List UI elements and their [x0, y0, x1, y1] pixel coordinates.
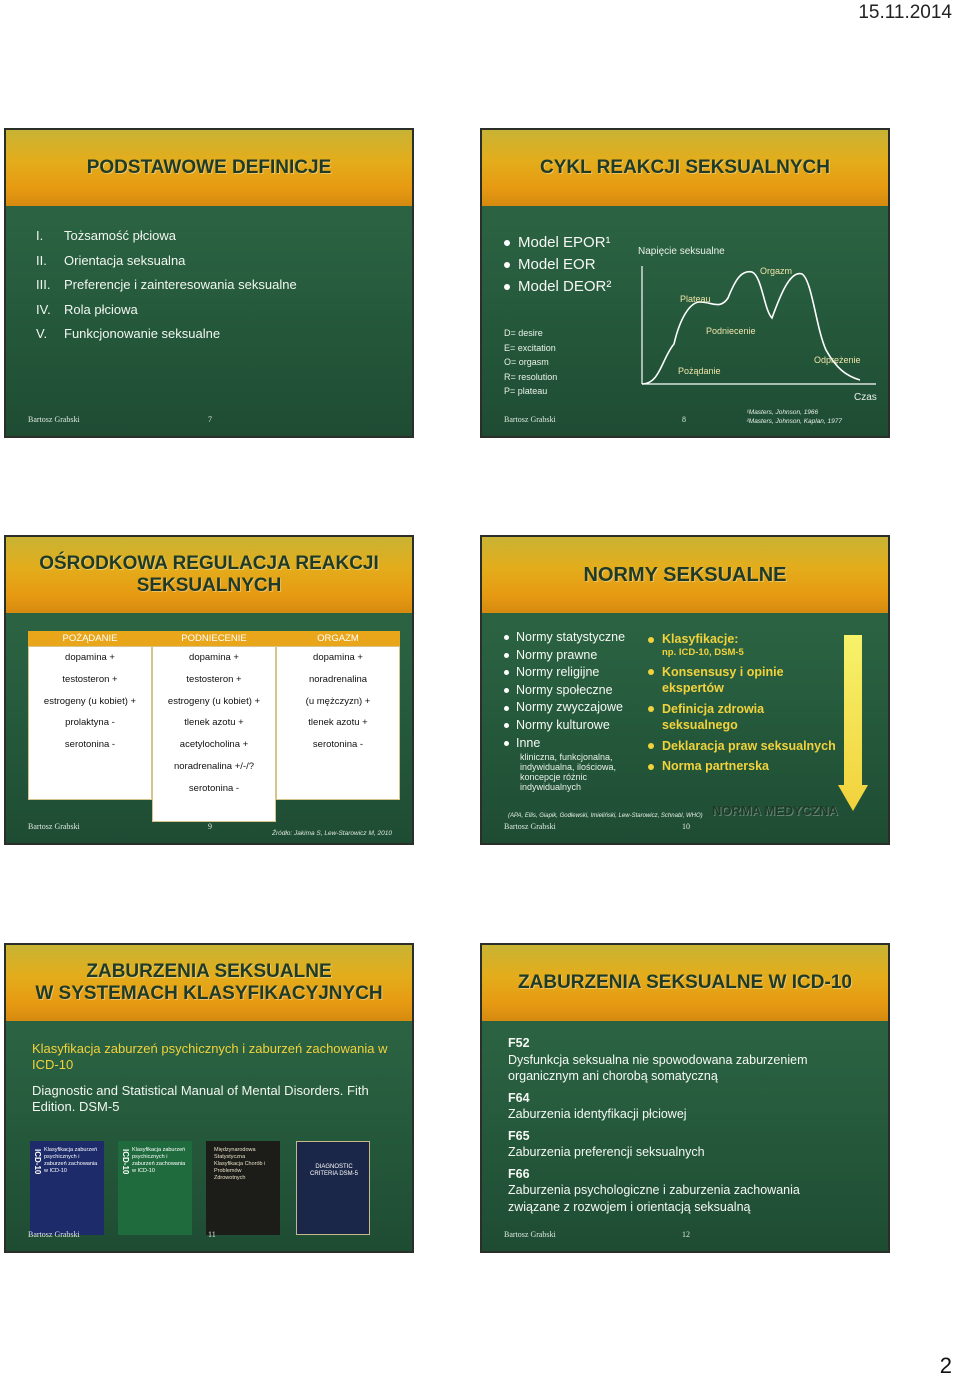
response-cycle-graph: [640, 258, 878, 388]
list-item: Model EOR: [504, 254, 611, 276]
graph-x-label: Czas: [854, 392, 877, 403]
reference: ¹Masters, Johnson, 1966: [746, 409, 819, 416]
slide-author: Bartosz Grabski: [28, 415, 80, 424]
icd-description: Zaburzenia preferencji seksualnych: [508, 1145, 705, 1159]
list-item: Normy statystyczne: [504, 629, 625, 647]
icd-description: Zaburzenia psychologiczne i zaburzenia zachowania związane z rozwojem i orientacją seksualną: [508, 1183, 800, 1214]
norm-list: [504, 629, 625, 792]
slide-number: 11: [208, 1230, 216, 1239]
slide-8: [480, 128, 890, 438]
table-header: POŻĄDANIE: [28, 631, 152, 646]
table-column: [28, 646, 152, 800]
slide-author: Bartosz Grabski: [504, 1230, 556, 1239]
slide-number: 8: [682, 415, 686, 424]
table-cell: estrogeny (u kobiet) +: [167, 695, 261, 707]
book-cover-icd10: [30, 1141, 104, 1235]
slide-title: PODSTAWOWE DEFINICJE: [6, 130, 412, 206]
slide-title: OŚRODKOWA REGULACJA REAKCJI SEKSUALNYCH: [6, 537, 412, 613]
table-cell: noradrenalina +/-/?: [173, 760, 254, 772]
slide-title: CYKL REAKCJI SEKSUALNYCH: [482, 130, 888, 206]
slide-number: 7: [208, 415, 212, 424]
phase-label-podniecenie: Podniecenie: [706, 326, 756, 336]
icd-code: F65: [508, 1128, 530, 1143]
list-item: Inne: [504, 735, 625, 753]
list-item: Normy zwyczajowe: [504, 699, 625, 717]
slide-10: [480, 535, 890, 845]
slide-author: Bartosz Grabski: [28, 822, 80, 831]
icd-description: Dysfunkcja seksualna nie spowodowana zaburzeniem organicznym ani chorobą somatyczną: [508, 1052, 808, 1083]
icd-description: Klasyfikacja zaburzeń psychicznych i zaburzeń zachowania w ICD-10: [32, 1041, 388, 1072]
book-spine: ICD-10: [121, 1149, 130, 1175]
norma-medyczna-label: NORMA MEDYCZNA: [712, 803, 838, 818]
slide-7: [4, 128, 414, 438]
book-title: Klasyfikacja zaburzeń psychicznych i zaburzeń zachowania w ICD-10: [44, 1147, 98, 1174]
abbreviation: O= orgasm: [504, 357, 549, 367]
icd-code-list: [508, 1035, 838, 1215]
abbreviation: D= desire: [504, 328, 543, 338]
abbreviation: P= plateau: [504, 386, 548, 396]
list-item: II. Orientacja seksualna: [36, 252, 186, 268]
list-item: Definicja zdrowia seksualnego: [662, 701, 842, 734]
list-item: III. Preferencje i zainteresowania seksualne: [36, 277, 297, 292]
phase-label-odprezenie: Odprężenie: [814, 355, 861, 365]
model-list: [504, 232, 611, 298]
references: [747, 408, 842, 426]
book-title: DIAGNOSTIC CRITERIA DSM-5: [309, 1164, 358, 1177]
icd-code: F64: [508, 1090, 530, 1105]
list-item: Normy kulturowe: [504, 717, 625, 735]
list-item: Norma partnerska: [662, 758, 842, 775]
slide-author: Bartosz Grabski: [28, 1230, 80, 1239]
classification-list: [662, 631, 842, 779]
list-item: Normy prawne: [504, 647, 625, 665]
table-cell: dopamina +: [189, 652, 239, 663]
list-item: Model EPOR¹: [504, 232, 611, 254]
down-arrow: [838, 635, 868, 813]
list-subtext: kliniczna, funkcjonalna, indywidualna, ilościowa, koncepcje różnic indywidualnych: [520, 752, 617, 793]
slide-number: 12: [682, 1230, 690, 1239]
table-header: PODNIECENIE: [152, 631, 276, 646]
icd-description: Zaburzenia identyfikacji płciowej: [508, 1107, 687, 1121]
book-title: Klasyfikacja zaburzeń psychicznych i zaburzeń zachowania w ICD-10: [132, 1147, 186, 1174]
graph-y-label: Napięcie seksualne: [638, 246, 725, 257]
icd-code: F66: [508, 1166, 530, 1181]
reference: ²Masters, Johnson, Kaplan, 1977: [746, 418, 842, 425]
list-subtext: np. ICD-10, DSM-5: [662, 646, 744, 658]
list-item: Deklaracja praw seksualnych: [662, 738, 842, 755]
table-cell: tlenek azotu +: [308, 717, 368, 729]
book-cover-icd10-pl: [206, 1141, 280, 1235]
abbreviation: E= excitation: [504, 342, 556, 353]
list-item: V. Funkcjonowanie seksualne: [36, 326, 221, 341]
phase-label-orgazm: Orgazm: [760, 266, 793, 276]
source-note: (APA, Ellis, Giapik, Godlewski, Imieliński, Lew-Starowicz, Schnabl, WHO): [508, 813, 703, 819]
phase-label-pozadanie: Pożądanie: [678, 366, 721, 376]
slide-author: Bartosz Grabski: [504, 415, 556, 424]
table-cell: serotonina -: [64, 739, 116, 751]
table-column: [276, 646, 400, 800]
definition-list: [36, 224, 297, 347]
phase-label-plateau: Plateau: [680, 294, 711, 304]
slide-author: Bartosz Grabski: [504, 822, 556, 831]
slide-title: ZABURZENIA SEKSUALNE W ICD-10: [482, 945, 888, 1021]
list-item: Konsensusy i opinie ekspertów: [662, 664, 842, 697]
source-note: Źródło: Jakima S, Lew-Starowicz M, 2010: [272, 830, 392, 837]
table-cell: serotonina -: [312, 739, 364, 751]
table-cell: estrogeny (u kobiet) +: [43, 695, 137, 707]
table-cell: dopamina +: [65, 652, 115, 663]
list-item: Model DEOR²: [504, 276, 611, 298]
book-cover-icd10-green: [118, 1141, 192, 1235]
list-item: Normy religijne: [504, 664, 625, 682]
table-cell: dopamina +: [313, 652, 363, 663]
table-cell: prolaktyna -: [65, 717, 115, 729]
slide-12: [480, 943, 890, 1253]
table-cell: serotonina -: [188, 782, 240, 794]
list-item: Klasyfikacje:: [662, 631, 842, 648]
slide-number: 10: [682, 822, 690, 831]
slide-title: NORMY SEKSUALNE: [482, 537, 888, 613]
list-item: IV. Rola płciowa: [36, 301, 138, 317]
slide-title: ZABURZENIA SEKSUALNE W SYSTEMACH KLASYFIKACYJNYCH: [6, 945, 412, 1021]
abbreviation: R= resolution: [504, 371, 558, 382]
slide-11: [4, 943, 414, 1253]
list-item: I. Tożsamość płciowa: [36, 228, 176, 243]
table-cell: (u mężczyzn) +: [305, 695, 371, 707]
table-header: ORGAZM: [276, 631, 400, 646]
dsm-description: Diagnostic and Statistical Manual of Mental Disorders. Fith Edition. DSM-5: [32, 1083, 369, 1114]
slide-9: [4, 535, 414, 845]
slide-number: 9: [208, 822, 212, 831]
table-cell: noradrenalina: [308, 673, 368, 685]
page-number: 2: [939, 1353, 952, 1378]
book-title: Międzynarodowa Statystyczna Klasyfikacja Chorób i Problemów Zdrowotnych: [214, 1147, 266, 1181]
table-cell: acetylocholina +: [179, 739, 249, 751]
table-cell: testosteron +: [186, 673, 242, 685]
table-cell: tlenek azotu +: [184, 717, 244, 729]
book-spine: ICD-10: [33, 1149, 42, 1175]
handout-date: 15.11.2014: [858, 2, 952, 23]
table-column: [152, 646, 276, 822]
abbreviation-list: [504, 326, 557, 399]
icd-code: F52: [508, 1036, 530, 1050]
list-item: Normy społeczne: [504, 682, 625, 700]
book-cover-dsm5: [296, 1141, 370, 1235]
table-cell: testosteron +: [62, 673, 118, 685]
